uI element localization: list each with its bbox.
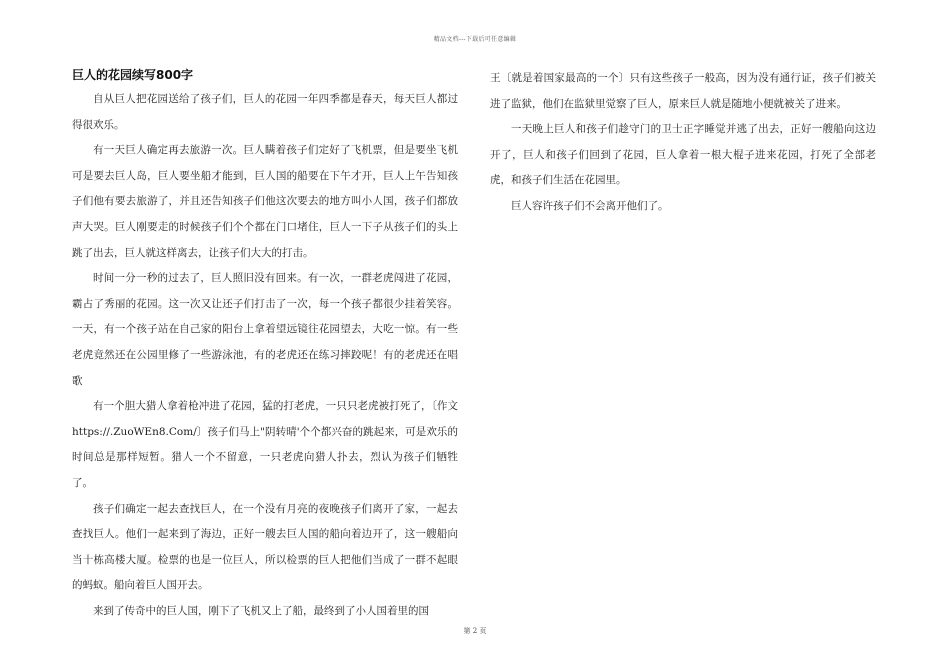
paragraph: 自从巨人把花园送给了孩子们，巨人的花园一年四季都是春天，每天巨人都过得很欢乐。 (72, 93, 458, 131)
left-column (72, 66, 458, 624)
paragraph: 孩子们确定一起去查找巨人，在一个没有月亮的夜晚孩子们离开了家，一起去查找巨人。他们一起来到了海边，正好一艘去巨人国的船向着边开了，这一艘船向当十栋高楼大厦。检票的也是一位巨人，所以检票的巨人把他们当成了一群不起眼的蚂蚁。船向着巨人国开去。 (72, 502, 458, 592)
document-title: 巨人的花园续写800字 (72, 68, 194, 82)
page-number: 第 2 页 (463, 627, 487, 635)
paragraph: 巨人容许孩子们不会离开他们了。 (511, 199, 669, 212)
page-header: 精品文档---下载后可任意编辑 (433, 36, 517, 43)
paragraph: 时间一分一秒的过去了，巨人照旧没有回来。有一次，一群老虎闯进了花园，霸占了秀丽的花园。这一次又让还子们打击了一次，每一个孩子都很少挂着笑容。一天，有一个孩子站在自己家的阳台上拿着望远镜往花园望去，大吃一惊。有一些老虎竟然还在公园里修了一些游泳池，有的老虎还在练习摔跤呢！有的老虎还在唱歌 (72, 272, 458, 387)
paragraph: 来到了传奇中的巨人国，刚下了飞机又上了船，最终到了小人国着里的国 (93, 604, 429, 617)
paragraph: 有一个胆大猎人拿着枪冲进了花园，猛的打老虎，一只只老虎被打死了，〔作文 https://.ZuoWEn8.Com/〕孩子们马上"阴转晴'个个都兴奋的跳起来，可是欢乐的时间总是那样短暂。猎人一个不留意，一只老虎向猎人扑去，烈认为孩子们牺牲了。 (72, 400, 458, 489)
right-column (490, 66, 876, 220)
paragraph-continuation: 王〔就是着国家最高的一个〕只有这些孩子一般高，因为没有通行证，孩子们被关进了监狱，他们在监狱里觉察了巨人，原来巨人就是随地小便就被关了进来。 (490, 72, 876, 110)
paragraph: 有一天巨人确定再去旅游一次。巨人瞒着孩子们定好了飞机票，但是要坐飞机可是要去巨人岛，巨人要坐船才能到，巨人国的船要在下午才开，巨人上午告知孩子们他有要去旅游了，并且还告知孩子们他这次要去的地方叫小人国，孩子们都放声大哭。巨人刚要走的时候孩子们个个都在门口堵住，巨人一下子从孩子们的头上跳了出去，巨人就这样离去，让孩子们大大的打击。 (72, 144, 458, 259)
paragraph: 一天晚上巨人和孩子们趁守门的卫士正字睡觉并逃了出去，正好一艘船向这边开了，巨人和孩子们回到了花园，巨人拿着一根大棍子进来花园，打死了全部老虎，和孩子们生活在花园里。 (490, 123, 876, 187)
